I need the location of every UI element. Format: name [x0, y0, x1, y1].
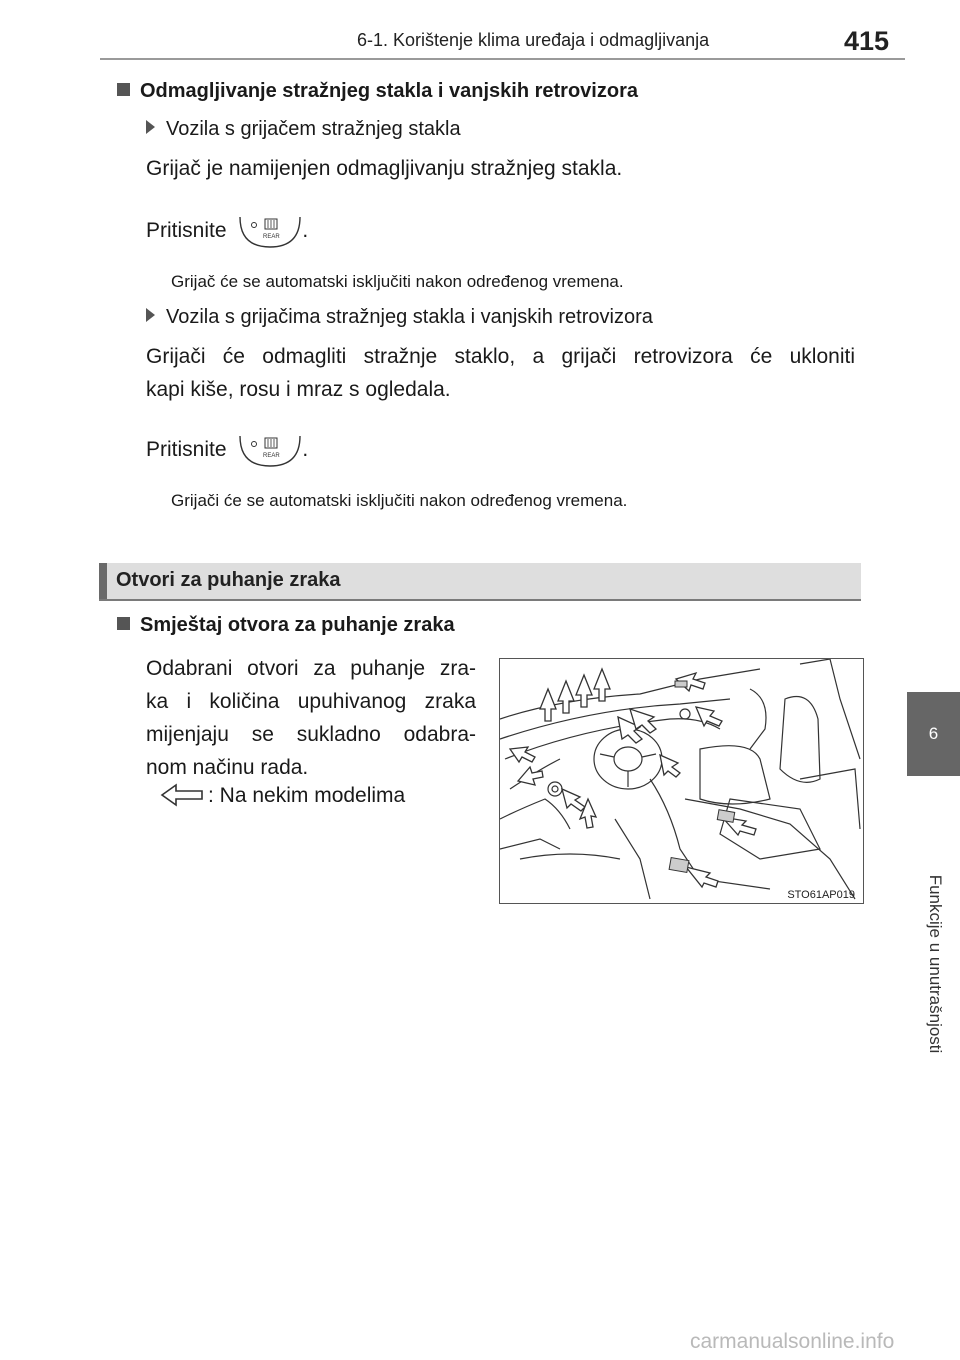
paragraph-line: ka i količina upuhivanog zraka	[146, 690, 476, 713]
heading-text: Smještaj otvora za puhanje zraka	[140, 614, 455, 636]
subheading-rear-heater	[146, 118, 461, 141]
paragraph-line: kapi kiše, rosu i mraz s ogledala.	[146, 378, 451, 401]
legend-text: : Na nekim modelima	[208, 784, 406, 807]
car-interior-drawing	[500, 659, 863, 903]
section-title: Otvori za puhanje zraka	[116, 569, 341, 591]
period: .	[302, 219, 309, 242]
period: .	[302, 438, 309, 461]
page-number: 415	[844, 26, 890, 56]
paragraph-line: Grijači će odmagliti stražnje staklo, a grijači retrovizora će ukloniti	[146, 345, 855, 368]
watermark: carmanualsonline.info	[690, 1330, 895, 1353]
paragraph: Grijač je namijenjen odmagljivanju stražnjeg stakla.	[146, 157, 623, 180]
note: Grijač će se automatski isključiti nakon određenog vremena.	[171, 272, 624, 291]
heading-text: Odmagljivanje stražnjeg stakla i vanjskih retrovizora	[140, 80, 638, 102]
note: Grijači će se automatski isključiti nakon određenog vremena.	[171, 491, 628, 510]
hollow-arrow-icon	[160, 782, 204, 808]
section-heading-defog	[117, 80, 638, 103]
section-heading-vents	[117, 614, 455, 637]
chapter-tab-label: Funkcije u unutrašnjosti	[926, 874, 945, 1054]
rear-defogger-button-icon	[238, 215, 302, 249]
press-text: Pritisnite	[146, 438, 227, 461]
paragraph-line: Odabrani otvori za puhanje zra-	[146, 657, 476, 680]
rear-defogger-button-icon	[238, 434, 302, 468]
square-bullet-icon	[117, 617, 130, 630]
rear-button-label: REAR	[263, 453, 281, 459]
square-bullet-icon	[117, 83, 130, 96]
paragraph	[146, 340, 855, 406]
press-instruction	[146, 214, 308, 249]
header-divider	[100, 58, 905, 60]
section-bar-underline	[99, 599, 861, 601]
section-title-bar	[99, 563, 861, 601]
triangle-bullet-icon	[146, 120, 155, 134]
press-text: Pritisnite	[146, 219, 227, 242]
chapter-tab: 6	[907, 692, 960, 776]
press-instruction	[146, 433, 308, 468]
vent-location-illustration	[499, 658, 864, 904]
paragraph-line: mijenjaju se sukladno odabra-	[146, 723, 476, 746]
rear-button-label: REAR	[263, 234, 281, 240]
triangle-bullet-icon	[146, 308, 155, 322]
paragraph	[146, 652, 476, 784]
paragraph-line: nom načinu rada.	[146, 756, 309, 779]
chapter-title: 6-1. Korištenje klima uređaja i odmagljivanja	[357, 30, 710, 50]
subheading-text: Vozila s grijačem stražnjeg stakla	[166, 118, 461, 140]
subheading-rear-mirror-heaters	[146, 306, 653, 329]
section-bar-accent	[99, 563, 107, 601]
subheading-text: Vozila s grijačima stražnjeg stakla i vanjskih retrovizora	[166, 306, 653, 328]
figure-code: STO61AP019	[787, 889, 855, 901]
page-header	[0, 0, 905, 62]
